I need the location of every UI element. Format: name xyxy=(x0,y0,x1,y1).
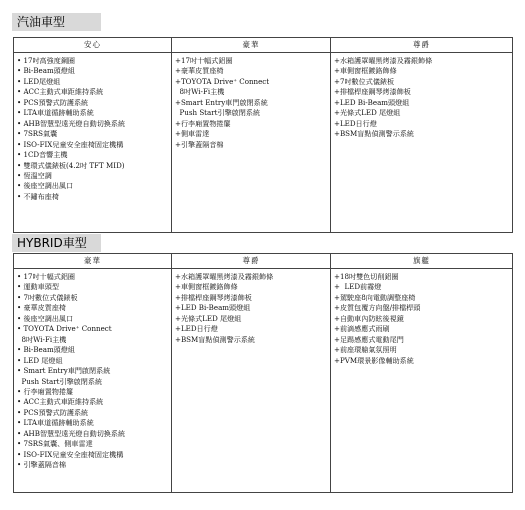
feature-item: • 後座空調出風口 xyxy=(17,181,74,191)
feature-item: +BSM盲點偵測警示系統 xyxy=(334,129,415,139)
feature-item: • PCS預警式防護系統 xyxy=(17,97,89,107)
feature-item: • ACC主動式車距維持系統 xyxy=(17,87,104,97)
feature-item: +PVM環景影像輔助系統 xyxy=(334,355,414,365)
column-header: 豪華 xyxy=(14,254,171,269)
feature-item: + LED前霧燈 xyxy=(334,282,382,292)
feature-item: • ISO-FIX兒童安全座椅固定機構 xyxy=(17,139,124,149)
feature-item: +自動車內防眩後視鏡 xyxy=(334,313,404,323)
feature-item: +駕駛座8向電動調整座椅 xyxy=(334,292,416,302)
feature-item: • PCS預警式防護系統 xyxy=(17,407,89,417)
feature-item: • 17吋十幅式鋁圈 xyxy=(17,272,76,281)
feature-item: +光條式LED 尾燈組 xyxy=(175,313,242,323)
feature-item: +BSM盲點偵測警示系統 xyxy=(175,334,256,344)
feature-item: +前座環艙氣氛照明 xyxy=(334,345,397,355)
column-header: 安心 xyxy=(14,38,171,53)
feature-item: +LED日行燈 xyxy=(175,324,218,334)
feature-item: • TOYOTA Drive⁺ Connect xyxy=(17,324,112,334)
feature-item: • 後座空調出風口 xyxy=(17,313,74,323)
feature-item: Push Start引擎啟閉系統 xyxy=(17,376,103,386)
gas-column-2 xyxy=(172,38,331,232)
feature-item: +水箱護罩曜黑烤漆及霧銀飾條 xyxy=(334,56,433,65)
feature-item: +光條式LED 尾燈組 xyxy=(334,108,401,118)
feature-item: • 豪華皮質座椅 xyxy=(17,303,67,313)
feature-item: • LED尾燈組 xyxy=(17,76,61,86)
feature-item: +行李廂置物捲簾 xyxy=(175,118,231,128)
hybrid-column-2 xyxy=(172,254,331,492)
feature-item: • 不鏽布座椅 xyxy=(17,191,59,201)
hybrid-column-1 xyxy=(14,254,172,492)
feature-list xyxy=(331,269,512,366)
feature-item: +前滴感應式雨刷 xyxy=(334,324,390,334)
feature-item: • 運動車頭型 xyxy=(17,282,59,292)
feature-item: • ACC主動式車距維持系統 xyxy=(17,397,104,407)
feature-list xyxy=(172,269,330,345)
feature-item: • Bi-Beam頭燈組 xyxy=(17,66,75,76)
gas-spec-table xyxy=(13,37,513,233)
feature-item: • LTA車道循跡輔助系統 xyxy=(17,108,94,118)
feature-item: • 雙環式儀錶板(4.2吋 TFT MID) xyxy=(17,160,125,170)
feature-item: +排檔桿座鋼琴烤漆飾板 xyxy=(334,87,411,97)
feature-item: • AHB智慧型遠光燈自動切換系統 xyxy=(17,118,126,128)
column-header: 尊爵 xyxy=(172,254,330,269)
feature-item: +TOYOTA Drive⁺ Connect xyxy=(175,76,270,86)
feature-item: • LTA車道循跡輔助系統 xyxy=(17,418,94,428)
hybrid-spec-table xyxy=(13,253,513,493)
feature-item: • 恆溫空調 xyxy=(17,170,52,180)
feature-item: +水箱護罩曜黑烤漆及霧銀飾條 xyxy=(175,272,274,281)
column-header: 尊爵 xyxy=(331,38,512,53)
feature-list xyxy=(14,53,171,202)
feature-item: Push Start引擎啟閉系統 xyxy=(175,108,261,118)
feature-item: • Smart Entry車門啟閉系統 xyxy=(17,366,111,376)
hybrid-column-3 xyxy=(331,254,512,492)
feature-item: +皮質包覆方向盤/排檔桿頭 xyxy=(334,303,421,313)
feature-item: +豪華皮質座椅 xyxy=(175,66,224,76)
feature-item: +車側窗框鍍鉻飾條 xyxy=(175,282,238,292)
feature-item: 8吋Wi-Fi主機 xyxy=(17,334,67,344)
gas-section-title: 汽油車型 xyxy=(12,13,101,31)
feature-list xyxy=(172,53,330,150)
feature-item: +7吋數位式儀錶板 xyxy=(334,76,395,86)
feature-item: +LED Bi-Beam頭燈組 xyxy=(334,97,410,107)
feature-item: • 行李廂置物捲簾 xyxy=(17,386,74,396)
feature-item: +17吋十幅式鋁圈 xyxy=(175,56,233,65)
feature-list xyxy=(331,53,512,140)
feature-item: • 1CD音響主機 xyxy=(17,150,68,160)
feature-item: +側車雷達 xyxy=(175,129,210,139)
gas-column-1 xyxy=(14,38,172,232)
feature-item: +Smart Entry車門啟閉系統 xyxy=(175,97,268,107)
feature-item: +LED Bi-Beam頭燈組 xyxy=(175,303,251,313)
feature-item: +LED日行燈 xyxy=(334,118,377,128)
column-header: 豪華 xyxy=(172,38,330,53)
feature-item: • ISO-FIX兒童安全座椅固定機構 xyxy=(17,449,124,459)
feature-item: +排檔桿座鋼琴烤漆飾板 xyxy=(175,292,252,302)
feature-item: +引擎蓋隔音棉 xyxy=(175,139,224,149)
feature-item: • 引擎蓋隔音棉 xyxy=(17,460,67,470)
gas-column-3 xyxy=(331,38,512,232)
feature-item: • LED 尾燈組 xyxy=(17,355,63,365)
feature-list xyxy=(14,269,171,471)
feature-item: • 17吋高強度鋼圈 xyxy=(17,56,76,65)
feature-item: • 7吋數位式儀錶板 xyxy=(17,292,78,302)
feature-item: • 7SRS氣囊 xyxy=(17,129,58,139)
column-header: 旗艦 xyxy=(331,254,512,269)
feature-item: • Bi-Beam頭燈組 xyxy=(17,345,75,355)
feature-item: 8吋Wi-Fi主機 xyxy=(175,87,225,97)
feature-item: +車側窗框鍍鉻飾條 xyxy=(334,66,397,76)
feature-item: • 7SRS氣囊、側車雷達 xyxy=(17,439,93,449)
feature-item: • AHB智慧型遠光燈自動切換系統 xyxy=(17,428,126,438)
hybrid-section-title: HYBRID車型 xyxy=(12,234,101,252)
feature-item: +足踢感應式電動尾門 xyxy=(334,334,404,344)
feature-item: +18吋雙色切削鋁圈 xyxy=(334,272,399,281)
